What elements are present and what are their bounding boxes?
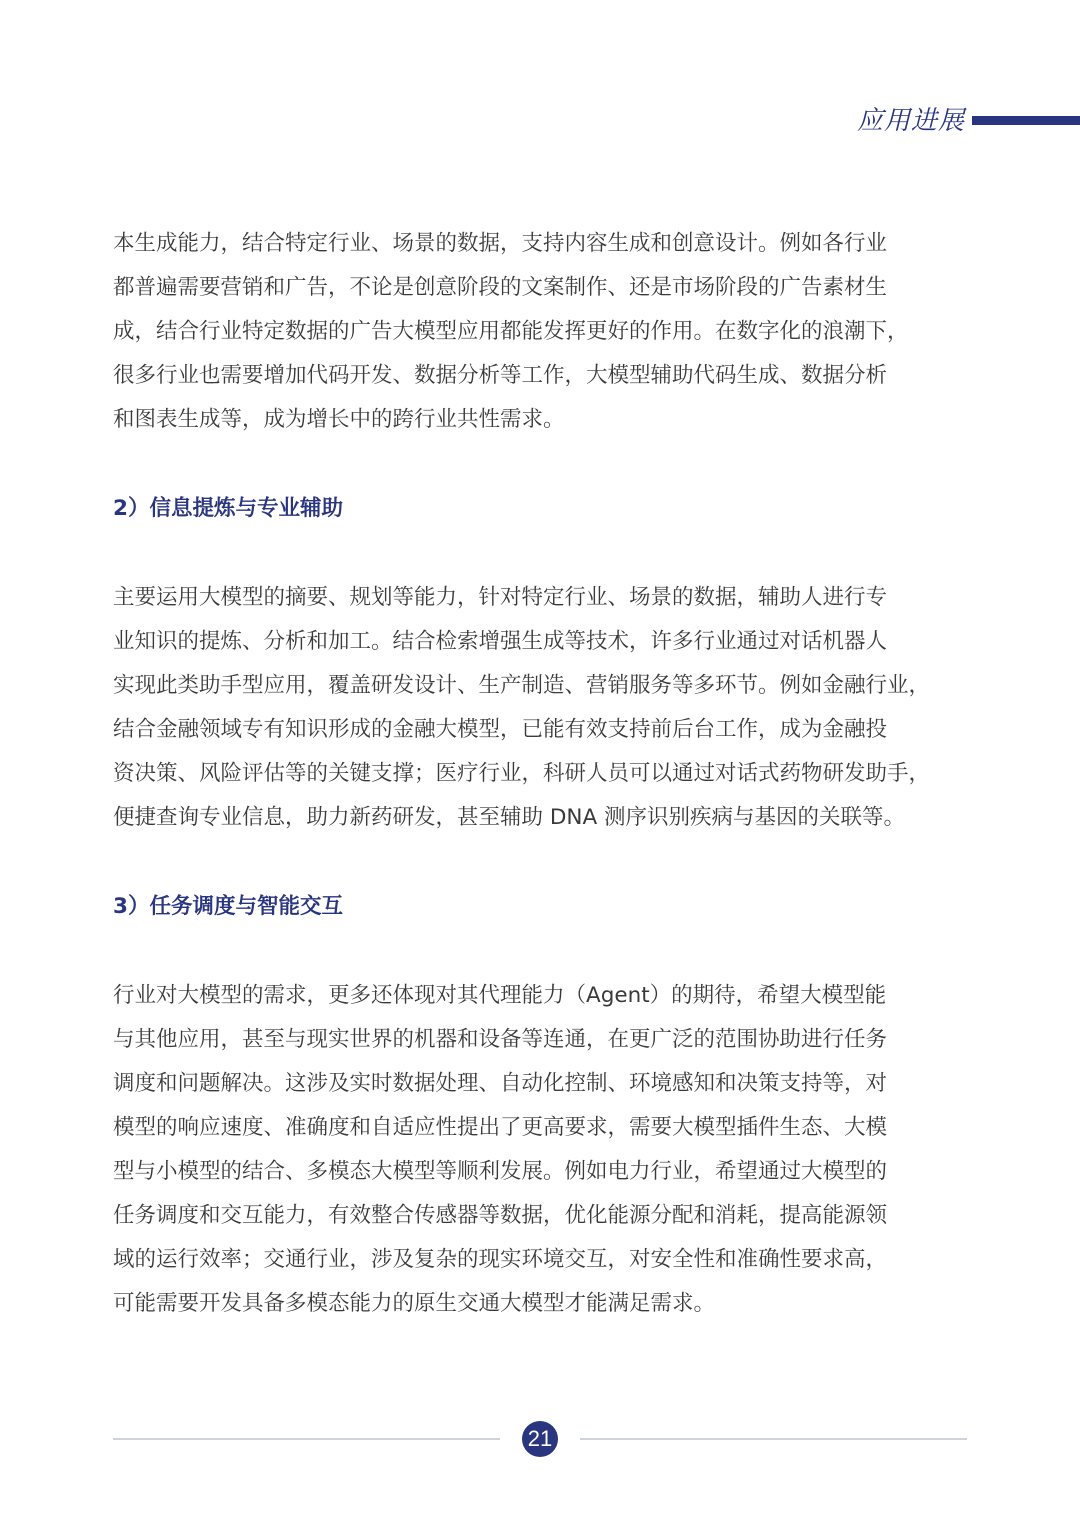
text-line: 域的运行效率；交通行业，涉及复杂的现实环境交互，对安全性和准确性要求高， (113, 1247, 888, 1272)
text-line: 业知识的提炼、分析和加工。结合检索增强生成等技术，许多行业通过对话机器人 (113, 629, 888, 654)
paragraph-content-generation (113, 222, 969, 442)
paragraph-task-scheduling (113, 974, 969, 1326)
section-title: 应用进展 (856, 106, 965, 136)
text-line: 行业对大模型的需求，更多还体现对其代理能力（Agent）的期待，希望大模型能 (113, 983, 887, 1008)
footer-divider-left (113, 1438, 500, 1440)
text-line: 任务调度和交互能力，有效整合传感器等数据，优化能源分配和消耗，提高能源领 (113, 1203, 888, 1228)
paragraph-information-extraction (113, 576, 969, 840)
text-line: 结合金融领域专有知识形成的金融大模型，已能有效支持前后台工作，成为金融投 (113, 717, 888, 742)
text-line: 本生成能力，结合特定行业、场景的数据，支持内容生成和创意设计。例如各行业 (113, 231, 888, 256)
text-line: 和图表生成等，成为增长中的跨行业共性需求。 (113, 407, 565, 432)
page-content (113, 222, 969, 1326)
text-line: 实现此类助手型应用，覆盖研发设计、生产制造、营销服务等多环节。例如金融行业， (113, 673, 931, 698)
text-line: 可能需要开发具备多模态能力的原生交通大模型才能满足需求。 (113, 1291, 716, 1316)
page-number-badge: 21 (522, 1421, 558, 1457)
text-line: 资决策、风险评估等的关键支撑；医疗行业，科研人员可以通过对话式药物研发助手， (113, 761, 931, 786)
section-heading-task-scheduling: 3）任务调度与智能交互 (113, 894, 343, 919)
text-line: 调度和问题解决。这涉及实时数据处理、自动化控制、环境感知和决策支持等，对 (113, 1071, 888, 1096)
header-accent-bar (972, 116, 1080, 125)
text-line: 很多行业也需要增加代码开发、数据分析等工作，大模型辅助代码生成、数据分析 (113, 363, 888, 388)
text-line: 型与小模型的结合、多模态大模型等顺利发展。例如电力行业，希望通过大模型的 (113, 1159, 888, 1184)
text-line: 模型的响应速度、准确度和自适应性提出了更高要求，需要大模型插件生态、大模 (113, 1115, 888, 1140)
text-line: 与其他应用，甚至与现实世界的机器和设备等连通，在更广泛的范围协助进行任务 (113, 1027, 888, 1052)
section-heading-information-extraction: 2）信息提炼与专业辅助 (113, 496, 343, 521)
text-line: 成，结合行业特定数据的广告大模型应用都能发挥更好的作用。在数字化的浪潮下， (113, 319, 909, 344)
text-line: 主要运用大模型的摘要、规划等能力，针对特定行业、场景的数据，辅助人进行专 (113, 585, 888, 610)
footer-divider-right (580, 1438, 967, 1440)
text-line: 都普遍需要营销和广告，不论是创意阶段的文案制作、还是市场阶段的广告素材生 (113, 275, 888, 300)
text-line: 便捷查询专业信息，助力新药研发，甚至辅助 DNA 测序识别疾病与基因的关联等。 (113, 805, 906, 830)
